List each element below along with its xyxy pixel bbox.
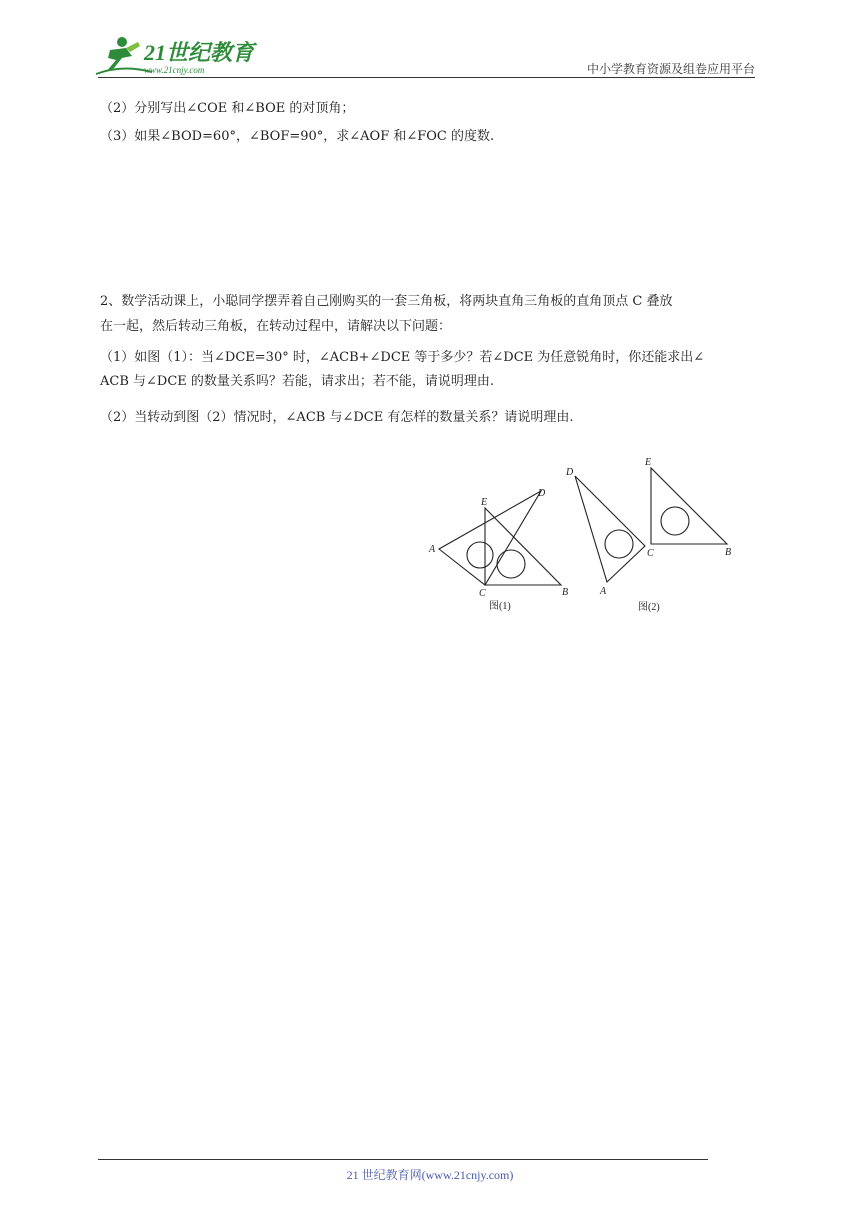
fig2-label-d: D xyxy=(566,467,574,478)
triangle-acd xyxy=(439,491,541,585)
fig1-caption: 图(1) xyxy=(489,601,511,612)
site-logo xyxy=(92,34,262,78)
logo-text: 21世纪教育 xyxy=(144,40,255,65)
triangle-dac xyxy=(575,476,645,582)
q2-intro-line1: 2、数学活动课上，小聪同学摆弄着自己刚购买的一套三角板，将两块直角三角板的直角顶点 C 叠放 xyxy=(100,294,673,309)
footer-divider xyxy=(98,1159,708,1160)
fig2-caption: 图(2) xyxy=(638,602,660,613)
header-platform-text: 中小学教育资源及组卷应用平台 xyxy=(586,62,755,76)
fig1-label-e: E xyxy=(481,497,488,508)
triangle-ecb xyxy=(485,508,561,585)
fig1-label-a: A xyxy=(429,544,436,555)
q2-intro-line2: 在一起，然后转动三角板，在转动过程中，请解决以下问题： xyxy=(100,319,452,334)
q1-part3: （3）如果∠BOD=60°，∠BOF=90°，求∠AOF 和∠FOC 的度数. xyxy=(100,129,495,144)
circle-2b xyxy=(661,507,689,535)
q2-part2: （2）当转动到图（2）情况时，∠ACB 与∠DCE 有怎样的数量关系？请说明理由. xyxy=(100,410,574,425)
triangle-figures xyxy=(425,448,745,618)
fig2-label-b: B xyxy=(725,547,732,558)
fig1-label-d: D xyxy=(538,488,546,499)
circle-2a xyxy=(605,530,633,558)
fig2-label-a: A xyxy=(600,586,607,597)
header-divider xyxy=(98,77,755,78)
fig2-label-e: E xyxy=(645,457,652,468)
fig2-label-c: C xyxy=(647,548,654,559)
figure-2 xyxy=(575,468,727,582)
fig1-label-c: C xyxy=(479,588,486,599)
fig1-label-b: B xyxy=(562,587,569,598)
logo-url: www.21cnjy.com xyxy=(144,65,205,75)
q2-part1-line2: ACB 与∠DCE 的数量关系吗？若能，请求出；若不能，请说明理由. xyxy=(100,374,495,389)
figure-1 xyxy=(439,491,561,585)
q2-part1-line1: （1）如图（1）：当∠DCE=30° 时，∠ACB+∠DCE 等于多少？若∠DCE 为任意锐角时，你还能求出∠ xyxy=(100,350,705,365)
circle-1b xyxy=(497,550,525,578)
circle-1a xyxy=(467,542,493,568)
triangle-ecb-2 xyxy=(651,468,727,544)
q1-part2: （2）分别写出∠COE 和∠BOE 的对顶角； xyxy=(100,101,355,116)
footer-text[interactable]: 21 世纪教育网(www.21cnjy.com) xyxy=(346,1168,514,1182)
